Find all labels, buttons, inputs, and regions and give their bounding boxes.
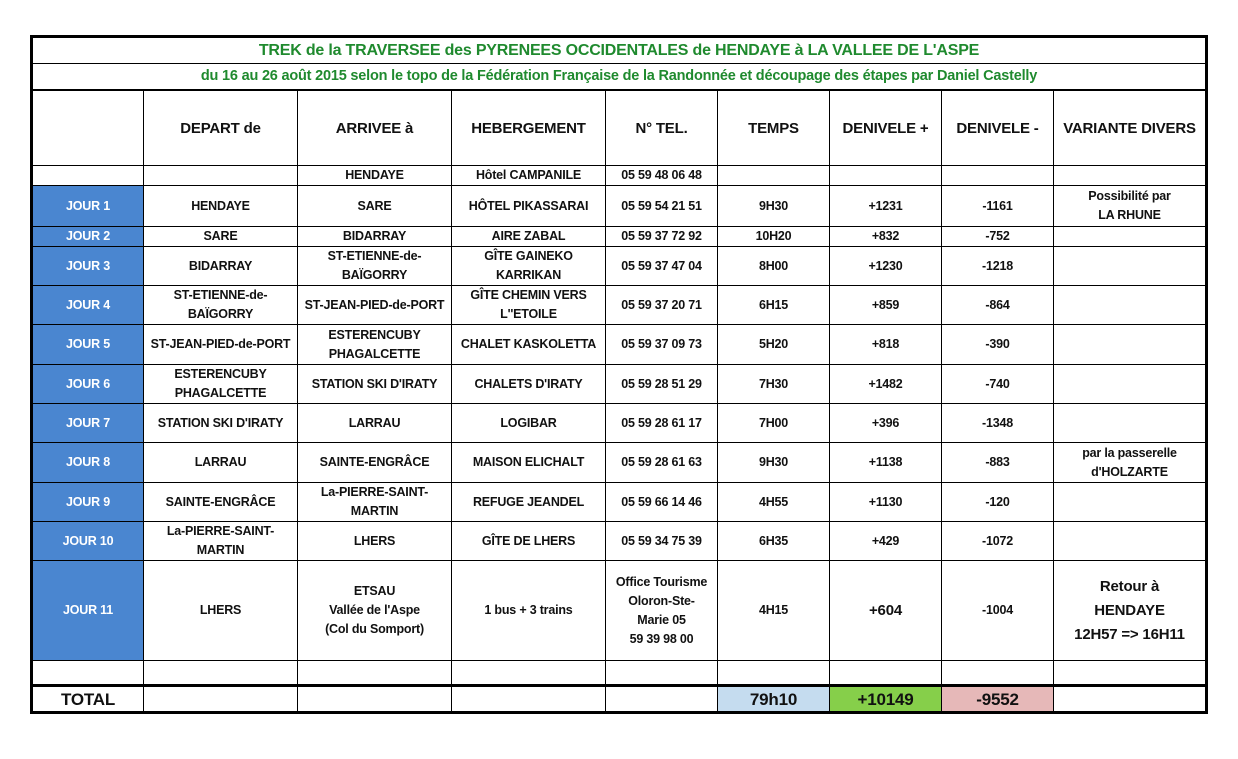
- variante-cell: Possibilité par LA RHUNE: [1054, 186, 1207, 227]
- day-cell: JOUR 11: [32, 561, 144, 661]
- variante-cell: [1054, 404, 1207, 443]
- hebergement-cell: 1 bus + 3 trains: [452, 561, 606, 661]
- denivele-plus-cell: [830, 166, 942, 186]
- empty-cell: [298, 686, 452, 713]
- arrivee-cell: SARE: [298, 186, 452, 227]
- arrivee-cell: LARRAU: [298, 404, 452, 443]
- arrivee-cell: ETSAU Vallée de l'Aspe (Col du Somport): [298, 561, 452, 661]
- denivele-minus-cell: [942, 166, 1054, 186]
- denivele-plus-cell: +832: [830, 227, 942, 247]
- denivele-minus-cell: -1072: [942, 522, 1054, 561]
- table-row: [32, 561, 1207, 661]
- hebergement-cell: LOGIBAR: [452, 404, 606, 443]
- day-cell: JOUR 9: [32, 483, 144, 522]
- tel-cell: 05 59 37 09 73: [606, 325, 718, 365]
- day-cell: JOUR 7: [32, 404, 144, 443]
- table-row: [32, 483, 1207, 522]
- empty-cell: [452, 686, 606, 713]
- denivele-plus-cell: +1138: [830, 443, 942, 483]
- day-cell: JOUR 4: [32, 286, 144, 325]
- tel-cell: 05 59 28 61 17: [606, 404, 718, 443]
- denivele-minus-cell: -1161: [942, 186, 1054, 227]
- variante-cell: [1054, 286, 1207, 325]
- arrivee-cell: ESTERENCUBY PHAGALCETTE: [298, 325, 452, 365]
- table-row: [32, 286, 1207, 325]
- denivele-minus-cell: -120: [942, 483, 1054, 522]
- depart-cell: La-PIERRE-SAINT- MARTIN: [144, 522, 298, 561]
- hebergement-cell: GÎTE GAINEKO KARRIKAN: [452, 247, 606, 286]
- total-temps: 79h10: [718, 686, 830, 713]
- empty-cell: [606, 686, 718, 713]
- temps-cell: 4H55: [718, 483, 830, 522]
- denivele-minus-cell: -1218: [942, 247, 1054, 286]
- tel-cell: 05 59 66 14 46: [606, 483, 718, 522]
- hebergement-cell: AIRE ZABAL: [452, 227, 606, 247]
- variante-cell: [1054, 325, 1207, 365]
- depart-cell: [144, 661, 298, 686]
- depart-cell: STATION SKI D'IRATY: [144, 404, 298, 443]
- header-temps: TEMPS: [718, 90, 830, 166]
- temps-cell: 6H15: [718, 286, 830, 325]
- header-row: [32, 90, 1207, 166]
- temps-cell: 5H20: [718, 325, 830, 365]
- tel-cell: 05 59 48 06 48: [606, 166, 718, 186]
- temps-cell: [718, 661, 830, 686]
- header-depart: DEPART de: [144, 90, 298, 166]
- temps-cell: 8H00: [718, 247, 830, 286]
- denivele-minus-cell: -864: [942, 286, 1054, 325]
- day-cell: JOUR 6: [32, 365, 144, 404]
- header-blank: [32, 90, 144, 166]
- header-tel: N° TEL.: [606, 90, 718, 166]
- day-cell: JOUR 8: [32, 443, 144, 483]
- arrivee-cell: LHERS: [298, 522, 452, 561]
- depart-cell: ST-ETIENNE-de- BAÏGORRY: [144, 286, 298, 325]
- hebergement-cell: CHALET KASKOLETTA: [452, 325, 606, 365]
- tel-cell: 05 59 54 21 51: [606, 186, 718, 227]
- variante-cell: [1054, 247, 1207, 286]
- depart-cell: SARE: [144, 227, 298, 247]
- temps-cell: [718, 166, 830, 186]
- depart-cell: ESTERENCUBY PHAGALCETTE: [144, 365, 298, 404]
- depart-cell: LARRAU: [144, 443, 298, 483]
- temps-cell: 6H35: [718, 522, 830, 561]
- tel-cell: [606, 661, 718, 686]
- denivele-plus-cell: +604: [830, 561, 942, 661]
- variante-cell: [1054, 483, 1207, 522]
- empty-cell: [1054, 686, 1207, 713]
- table-row: [32, 365, 1207, 404]
- day-cell: JOUR 2: [32, 227, 144, 247]
- hebergement-cell: [452, 661, 606, 686]
- day-cell: JOUR 3: [32, 247, 144, 286]
- variante-cell: [1054, 661, 1207, 686]
- hebergement-cell: REFUGE JEANDEL: [452, 483, 606, 522]
- day-cell: JOUR 10: [32, 522, 144, 561]
- temps-cell: 9H30: [718, 443, 830, 483]
- temps-cell: 9H30: [718, 186, 830, 227]
- variante-cell: [1054, 227, 1207, 247]
- arrivee-cell: BIDARRAY: [298, 227, 452, 247]
- tel-cell: 05 59 34 75 39: [606, 522, 718, 561]
- header-hebergement: HEBERGEMENT: [452, 90, 606, 166]
- header-variante: VARIANTE DIVERS: [1054, 90, 1207, 166]
- arrivee-cell: La-PIERRE-SAINT- MARTIN: [298, 483, 452, 522]
- hebergement-cell: HÔTEL PIKASSARAI: [452, 186, 606, 227]
- table-subtitle: du 16 au 26 août 2015 selon le topo de la Fédération Française de la Randonnée et découpage des étapes par Daniel Castelly: [32, 64, 1207, 91]
- hebergement-cell: CHALETS D'IRATY: [452, 365, 606, 404]
- variante-cell: [1054, 522, 1207, 561]
- arrivee-cell: ST-ETIENNE-de- BAÏGORRY: [298, 247, 452, 286]
- denivele-minus-cell: -740: [942, 365, 1054, 404]
- denivele-minus-cell: -883: [942, 443, 1054, 483]
- hebergement-cell: GÎTE CHEMIN VERS L''ETOILE: [452, 286, 606, 325]
- total-row: [32, 686, 1207, 713]
- hebergement-cell: GÎTE DE LHERS: [452, 522, 606, 561]
- arrivee-cell: ST-JEAN-PIED-de-PORT: [298, 286, 452, 325]
- total-denivele-plus: +10149: [830, 686, 942, 713]
- depart-cell: ST-JEAN-PIED-de-PORT: [144, 325, 298, 365]
- tel-cell: 05 59 28 61 63: [606, 443, 718, 483]
- tel-cell: 05 59 37 47 04: [606, 247, 718, 286]
- variante-cell: Retour à HENDAYE 12H57 => 16H11: [1054, 561, 1207, 661]
- depart-cell: HENDAYE: [144, 186, 298, 227]
- arrivee-cell: [298, 661, 452, 686]
- table-row: [32, 443, 1207, 483]
- hebergement-cell: MAISON ELICHALT: [452, 443, 606, 483]
- denivele-minus-cell: -1348: [942, 404, 1054, 443]
- tel-cell: 05 59 37 72 92: [606, 227, 718, 247]
- depart-cell: LHERS: [144, 561, 298, 661]
- temps-cell: 4H15: [718, 561, 830, 661]
- table-row: [32, 661, 1207, 686]
- denivele-plus-cell: +1230: [830, 247, 942, 286]
- denivele-plus-cell: +1231: [830, 186, 942, 227]
- table-row: [32, 166, 1207, 186]
- table-row: [32, 325, 1207, 365]
- denivele-plus-cell: +1482: [830, 365, 942, 404]
- header-arrivee: ARRIVEE à: [298, 90, 452, 166]
- total-denivele-minus: -9552: [942, 686, 1054, 713]
- table-row: [32, 522, 1207, 561]
- denivele-minus-cell: -752: [942, 227, 1054, 247]
- variante-cell: [1054, 166, 1207, 186]
- denivele-plus-cell: +818: [830, 325, 942, 365]
- total-label: TOTAL: [32, 686, 144, 713]
- depart-cell: [144, 166, 298, 186]
- denivele-minus-cell: -1004: [942, 561, 1054, 661]
- temps-cell: 10H20: [718, 227, 830, 247]
- tel-cell: Office Tourisme Oloron-Ste- Marie 05 59 39 98 00: [606, 561, 718, 661]
- empty-cell: [144, 686, 298, 713]
- trek-itinerary-table: [30, 35, 1208, 714]
- depart-cell: BIDARRAY: [144, 247, 298, 286]
- denivele-plus-cell: +396: [830, 404, 942, 443]
- day-cell: JOUR 1: [32, 186, 144, 227]
- depart-cell: SAINTE-ENGRÂCE: [144, 483, 298, 522]
- arrivee-cell: SAINTE-ENGRÂCE: [298, 443, 452, 483]
- header-denivele-minus: DENIVELE -: [942, 90, 1054, 166]
- temps-cell: 7H00: [718, 404, 830, 443]
- tel-cell: 05 59 28 51 29: [606, 365, 718, 404]
- denivele-plus-cell: [830, 661, 942, 686]
- tel-cell: 05 59 37 20 71: [606, 286, 718, 325]
- table-row: [32, 186, 1207, 227]
- denivele-plus-cell: +859: [830, 286, 942, 325]
- table-row: [32, 227, 1207, 247]
- variante-cell: par la passerelle d'HOLZARTE: [1054, 443, 1207, 483]
- arrivee-cell: HENDAYE: [298, 166, 452, 186]
- table-row: [32, 247, 1207, 286]
- table-row: [32, 404, 1207, 443]
- hebergement-cell: Hôtel CAMPANILE: [452, 166, 606, 186]
- header-denivele-plus: DENIVELE +: [830, 90, 942, 166]
- day-cell: JOUR 5: [32, 325, 144, 365]
- day-cell: [32, 166, 144, 186]
- denivele-minus-cell: [942, 661, 1054, 686]
- denivele-minus-cell: -390: [942, 325, 1054, 365]
- denivele-plus-cell: +1130: [830, 483, 942, 522]
- arrivee-cell: STATION SKI D'IRATY: [298, 365, 452, 404]
- variante-cell: [1054, 365, 1207, 404]
- temps-cell: 7H30: [718, 365, 830, 404]
- day-cell: [32, 661, 144, 686]
- denivele-plus-cell: +429: [830, 522, 942, 561]
- table-title: TREK de la TRAVERSEE des PYRENEES OCCIDENTALES de HENDAYE à LA VALLEE DE L'ASPE: [32, 37, 1207, 64]
